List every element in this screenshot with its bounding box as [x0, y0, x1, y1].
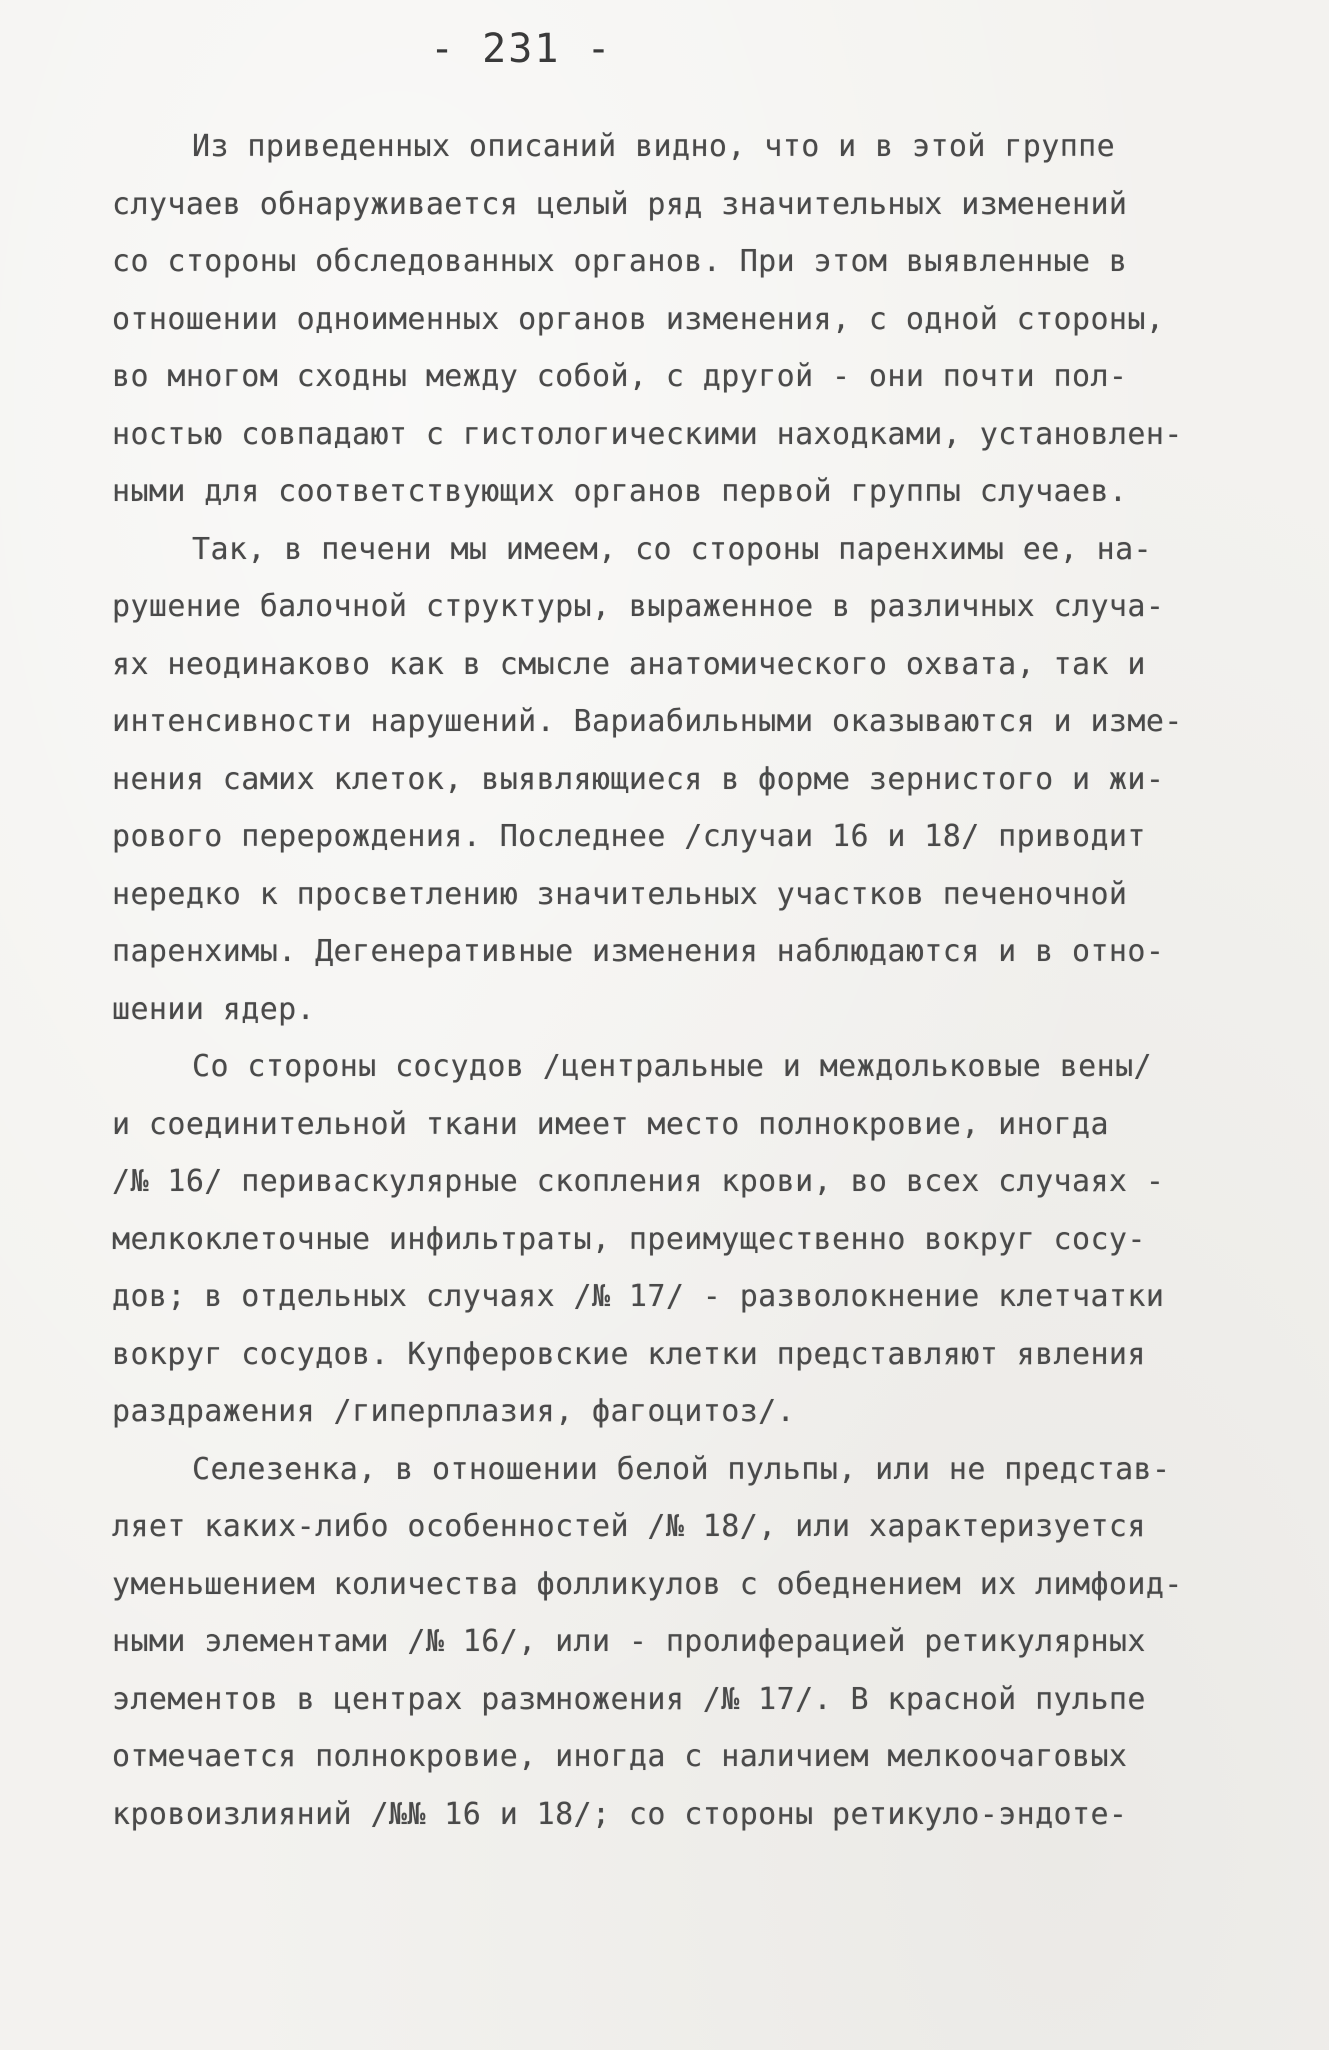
- text-line: отмечается полнокровие, иногда с наличием мелкоочаговых: [112, 1739, 1128, 1774]
- text-line: случаев обнаруживается целый ряд значительных изменений: [112, 186, 1128, 222]
- text-line: во многом сходны между собой, с другой - они почти пол-: [112, 359, 1128, 394]
- document-body: [112, 118, 1212, 1843]
- text-line: ляет каких-либо особенностей /№ 18/, или характеризуется: [112, 1509, 1146, 1544]
- text-line: ях неодинаково как в смысле анатомического охвата, так и: [112, 646, 1146, 682]
- text-line: ностью совпадают с гистологическими находками, установлен-: [112, 416, 1183, 452]
- text-line: Из приведенных описаний видно, что и в этой группе: [192, 129, 1116, 164]
- text-line: элементов в центрах размножения /№ 17/. В красной пульпе: [112, 1681, 1146, 1717]
- text-line: ными для соответствующих органов первой группы случаев.: [112, 474, 1128, 509]
- text-line: нения самих клеток, выявляющиеся в форме зернистого и жи-: [112, 761, 1165, 797]
- text-line: нередко к просветлению значительных участков печеночной: [112, 876, 1128, 912]
- text-line: вокруг сосудов. Купферовские клетки представляют явления: [112, 1336, 1146, 1372]
- text-line: рушение балочной структуры, выраженное в различных случа-: [112, 589, 1165, 624]
- text-line: шении ядер.: [112, 991, 316, 1027]
- text-line: кровоизлияний /№№ 16 и 18/; со стороны ретикуло-эндоте-: [112, 1796, 1128, 1832]
- text-line: /№ 16/ периваскулярные скопления крови, во всех случаях -: [112, 1164, 1165, 1199]
- text-line: отношении одноименных органов изменения, с одной стороны,: [112, 301, 1165, 337]
- text-line: интенсивности нарушений. Вариабильными оказываются и изме-: [112, 704, 1183, 739]
- text-line: и соединительной ткани имеет место полнокровие, иногда: [112, 1106, 1109, 1142]
- text-line: Селезенка, в отношении белой пульпы, или не представ-: [192, 1451, 1171, 1487]
- page-number: - 231 -: [430, 26, 613, 72]
- text-line: раздражения /гиперплазия, фагоцитоз/.: [112, 1394, 796, 1429]
- text-line: паренхимы. Дегенеративные изменения наблюдаются и в отно-: [112, 934, 1165, 969]
- text-line: мелкоклеточные инфильтраты, преимущественно вокруг сосу-: [112, 1221, 1146, 1257]
- text-line: дов; в отдельных случаях /№ 17/ - разволокнение клетчатки: [112, 1279, 1165, 1314]
- text-line: со стороны обследованных органов. При этом выявленные в: [112, 244, 1128, 279]
- text-line: рового перерождения. Последнее /случаи 16 и 18/ приводит: [112, 819, 1146, 854]
- text-line: Со стороны сосудов /центральные и междольковые вены/: [192, 1049, 1152, 1084]
- text-line: уменьшением количества фолликулов с обеднением их лимфоид-: [112, 1566, 1183, 1602]
- text-line: ными элементами /№ 16/, или - пролиферацией ретикулярных: [112, 1624, 1146, 1659]
- text-line: Так, в печени мы имеем, со стороны паренхимы ее, на-: [192, 531, 1152, 567]
